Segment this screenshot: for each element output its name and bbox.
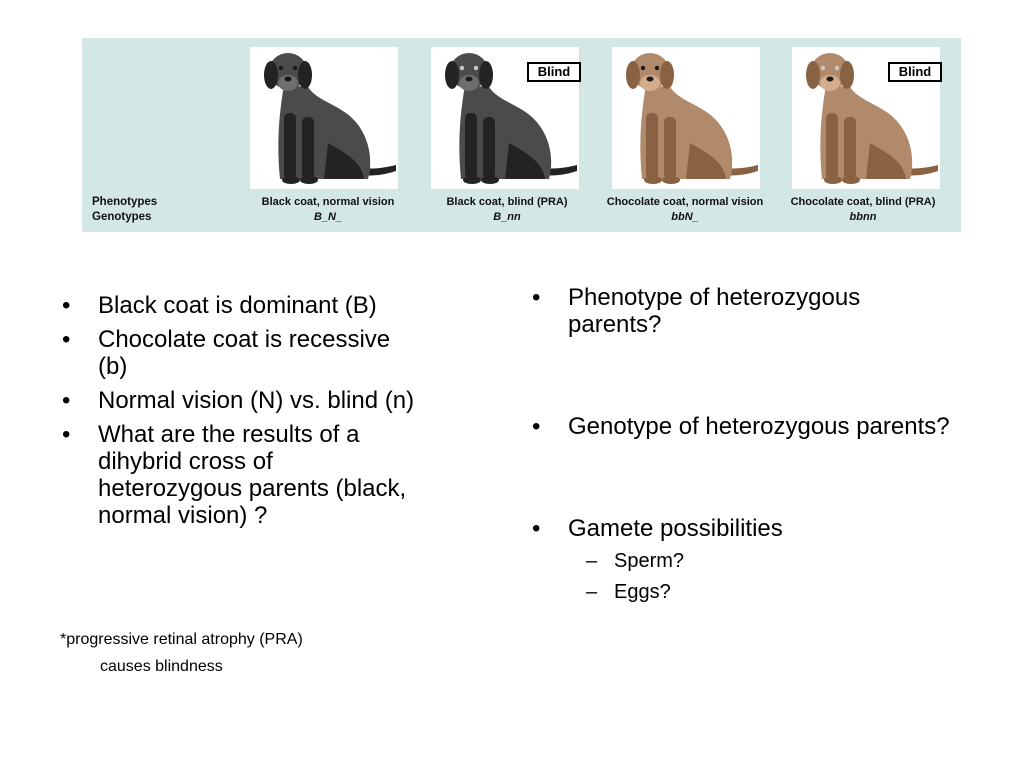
footnote-line: *progressive retinal atrophy (PRA): [60, 631, 303, 648]
phenotype-caption: Chocolate coat, blind (PRA): [790, 196, 936, 208]
footnote-line: causes blindness: [100, 658, 223, 675]
dog-card-chocolate-blind: [792, 47, 940, 189]
sub-item: – Eggs?: [568, 577, 950, 608]
genotype-caption: bbnn: [849, 211, 877, 223]
genotypes-row-label: Genotypes: [92, 211, 152, 223]
dog-card-black-blind: [431, 47, 579, 189]
left-bullet-list: [60, 292, 420, 536]
bullet-item: • Genotype of heterozygous parents?: [530, 413, 950, 440]
genotype-caption: bbN_: [671, 211, 699, 223]
bullet-item: • Chocolate coat is recessive (b): [60, 326, 420, 380]
dog-illustration: [250, 47, 398, 189]
pra-footnote: [60, 626, 420, 680]
phenotype-caption: Black coat, normal vision: [261, 196, 395, 208]
gamete-sub-list: [568, 546, 950, 608]
dog-phenotype-figure: [82, 38, 961, 232]
phenotype-caption: Chocolate coat, normal vision: [606, 196, 764, 208]
bullet-item: • Normal vision (N) vs. blind (n): [60, 387, 420, 414]
genotype-caption: B_N_: [313, 211, 343, 223]
bullet-item: • Black coat is dominant (B): [60, 292, 420, 319]
dog-card-chocolate-normal: [612, 47, 760, 189]
bullet-text: Gamete possibilities: [568, 515, 783, 542]
right-bullet-list: [530, 284, 950, 608]
bullet-item: • What are the results of a dihybrid cross of heterozygous parents (black, normal vision) ?: [60, 421, 420, 529]
blind-tag: Blind: [527, 62, 581, 82]
genotype-caption: B_nn: [493, 211, 521, 223]
blind-tag: Blind: [888, 62, 942, 82]
phenotype-caption: Black coat, blind (PRA): [446, 196, 568, 208]
dog-illustration: [612, 47, 760, 189]
bullet-item: • Phenotype of heterozygous parents?: [530, 284, 950, 338]
bullet-item-gametes: [530, 515, 950, 608]
phenotypes-row-label: Phenotypes: [92, 196, 158, 208]
sub-item: – Sperm?: [568, 546, 950, 577]
dog-card-black-normal: [250, 47, 398, 189]
